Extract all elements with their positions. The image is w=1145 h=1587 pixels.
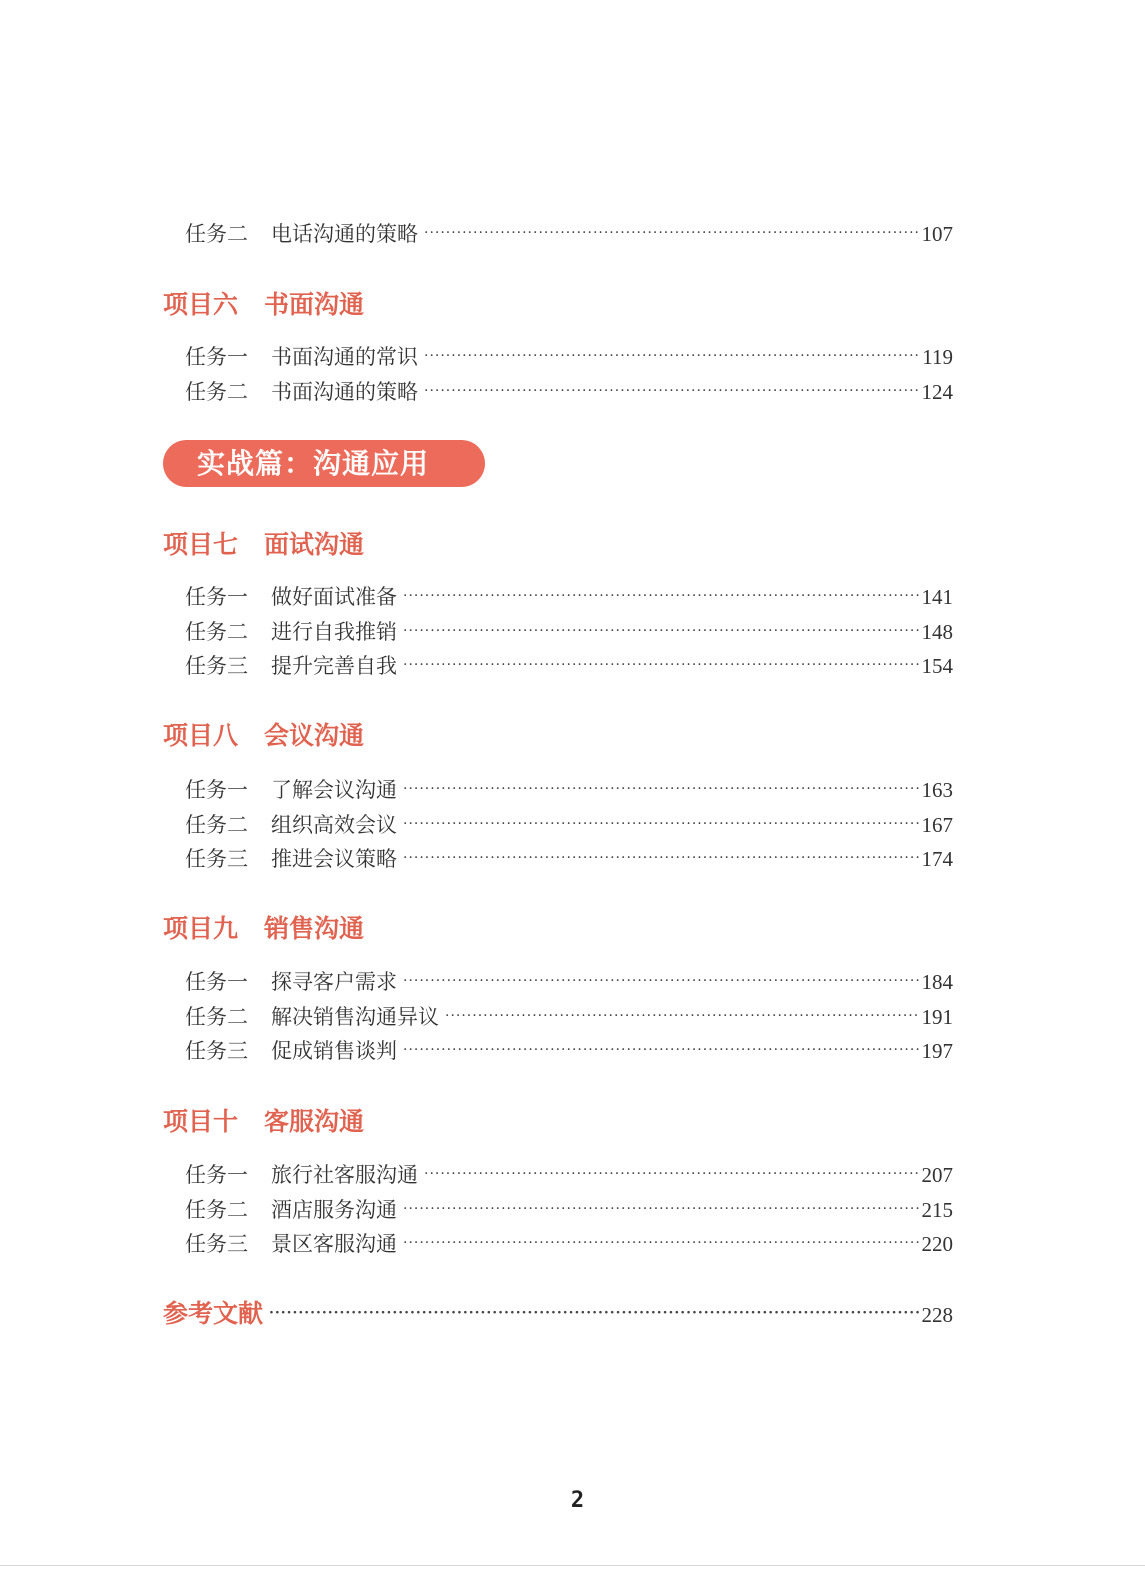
task-number: 任务一: [185, 970, 248, 994]
task-page-number: 220: [921, 1232, 953, 1256]
dot-leader: [403, 968, 920, 994]
project-title: 会议沟通: [264, 721, 365, 750]
project-title: 面试沟通: [264, 530, 365, 559]
dot-leader: [403, 845, 920, 871]
dot-leader: [403, 583, 920, 609]
toc-task-entry[interactable]: [185, 777, 953, 803]
dot-leader: [403, 652, 920, 678]
dot-leader: [269, 1297, 919, 1329]
task-title: 组织高效会议: [271, 813, 397, 837]
toc-task-entry[interactable]: [185, 1038, 953, 1064]
task-title: 进行自我推销: [271, 620, 397, 644]
task-title: 旅行社客服沟通: [271, 1163, 418, 1187]
task-title: 酒店服务沟通: [271, 1198, 397, 1222]
task-number: 任务三: [185, 654, 248, 678]
task-page-number: 119: [922, 345, 953, 369]
task-number: 任务一: [185, 778, 248, 802]
dot-leader: [424, 343, 920, 369]
task-number: 任务二: [185, 380, 248, 404]
task-number: 任务三: [185, 1232, 248, 1256]
toc-project-heading[interactable]: [163, 913, 953, 945]
task-number: 任务二: [185, 620, 248, 644]
toc-task-entry[interactable]: [185, 653, 953, 679]
toc-task-entry[interactable]: [185, 379, 953, 405]
task-number: 任务二: [185, 813, 248, 837]
task-page-number: 184: [921, 970, 953, 994]
task-page-number: 215: [921, 1198, 953, 1222]
task-title: 电话沟通的策略: [271, 222, 418, 246]
task-number: 任务一: [185, 345, 248, 369]
task-page-number: 148: [921, 620, 953, 644]
dot-leader: [445, 1003, 920, 1029]
toc-task-entry[interactable]: [185, 1231, 953, 1257]
task-title: 提升完善自我: [271, 654, 397, 678]
dot-leader: [424, 1161, 920, 1187]
task-title: 书面沟通的常识: [271, 345, 418, 369]
dot-leader: [403, 1230, 920, 1256]
project-title: 客服沟通: [264, 1107, 365, 1136]
project-number: 项目六: [163, 290, 239, 319]
project-title: 书面沟通: [264, 290, 365, 319]
task-number: 任务二: [185, 1005, 248, 1029]
task-page-number: 107: [921, 222, 953, 246]
task-page-number: 191: [921, 1005, 953, 1029]
task-title: 解决销售沟通异议: [271, 1005, 439, 1029]
task-title: 探寻客户需求: [271, 970, 397, 994]
section-banner: 实战篇：沟通应用: [163, 440, 485, 487]
toc-task-entry[interactable]: [185, 619, 953, 645]
dot-leader: [424, 220, 920, 246]
task-number: 任务三: [185, 847, 248, 871]
toc-task-entry[interactable]: [185, 1162, 953, 1188]
toc-project-heading[interactable]: [163, 529, 953, 561]
project-number: 项目九: [163, 914, 239, 943]
task-number: 任务一: [185, 585, 248, 609]
task-page-number: 197: [921, 1039, 953, 1063]
task-title: 书面沟通的策略: [271, 380, 418, 404]
toc-task-entry[interactable]: [185, 969, 953, 995]
task-title: 做好面试准备: [271, 585, 397, 609]
project-number: 项目七: [163, 530, 239, 559]
task-number: 任务三: [185, 1039, 248, 1063]
task-page-number: 163: [921, 778, 953, 802]
toc-task-entry[interactable]: [185, 846, 953, 872]
bottom-divider: [0, 1565, 1145, 1566]
references-page-number: 228: [921, 1303, 953, 1327]
dot-leader: [403, 1196, 920, 1222]
task-page-number: 154: [921, 654, 953, 678]
task-number: 任务二: [185, 222, 248, 246]
toc-project-heading[interactable]: [163, 289, 953, 321]
toc-task-entry[interactable]: [185, 584, 953, 610]
task-number: 任务一: [185, 1163, 248, 1187]
task-page-number: 207: [921, 1163, 953, 1187]
dot-leader: [424, 378, 920, 404]
task-page-number: 167: [921, 813, 953, 837]
dot-leader: [403, 811, 920, 837]
task-page-number: 124: [921, 380, 953, 404]
task-title: 景区客服沟通: [271, 1232, 397, 1256]
toc-project-heading[interactable]: [163, 720, 953, 752]
toc-references-entry[interactable]: [163, 1298, 953, 1330]
task-page-number: 141: [921, 585, 953, 609]
toc-task-entry[interactable]: [185, 1004, 953, 1030]
dot-leader: [403, 1037, 920, 1063]
task-title: 促成销售谈判: [271, 1039, 397, 1063]
task-title: 推进会议策略: [271, 847, 397, 871]
task-title: 了解会议沟通: [271, 778, 397, 802]
toc-task-entry[interactable]: [185, 344, 953, 370]
toc-task-entry[interactable]: [185, 1197, 953, 1223]
dot-leader: [403, 618, 920, 644]
project-title: 销售沟通: [264, 914, 365, 943]
toc-task-entry[interactable]: [185, 221, 953, 247]
project-number: 项目十: [163, 1107, 239, 1136]
dot-leader: [403, 776, 920, 802]
toc-task-entry[interactable]: [185, 812, 953, 838]
toc-project-heading[interactable]: [163, 1106, 953, 1138]
references-title: 参考文献: [163, 1299, 264, 1328]
task-number: 任务二: [185, 1198, 248, 1222]
project-number: 项目八: [163, 721, 239, 750]
task-page-number: 174: [921, 847, 953, 871]
footer-page-number: 2: [570, 1488, 585, 1513]
